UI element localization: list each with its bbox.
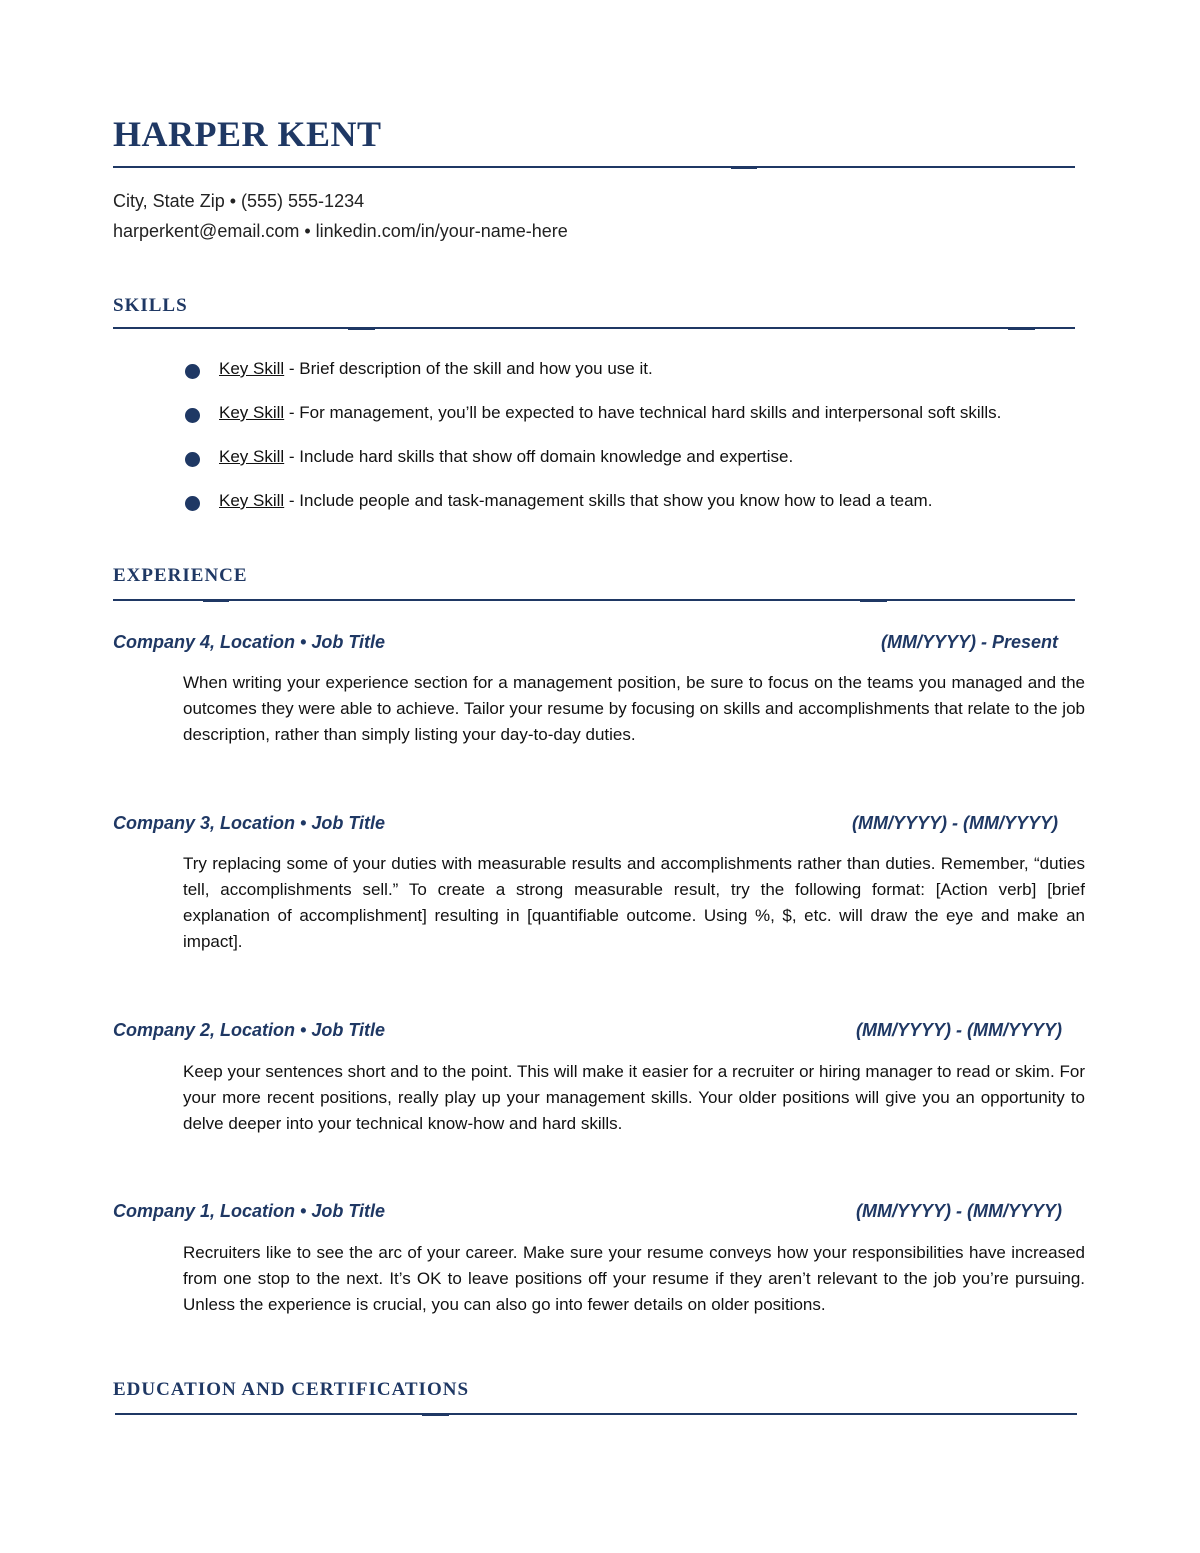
bullet-dot-icon [185, 496, 200, 511]
job-company-title: Company 1, Location • Job Title [113, 1201, 386, 1221]
skills-divider [113, 327, 1075, 329]
job-heading-row [113, 1018, 1073, 1042]
education-section-title: EDUCATION AND CERTIFICATIONS [113, 1379, 470, 1400]
header-divider [113, 166, 1075, 168]
contact-line-email-linkedin: harperkent@email.com • linkedin.com/in/your-name-here [113, 221, 568, 241]
contact-line-location-phone: City, State Zip • (555) 555-1234 [113, 191, 365, 211]
experience-section-title: EXPERIENCE [113, 565, 248, 586]
skill-item [183, 488, 1083, 532]
skill-description: - Brief description of the skill and how you use it. [284, 359, 653, 378]
job-dates: (MM/YYYY) - (MM/YYYY) [856, 1020, 1062, 1040]
job-company-title: Company 4, Location • Job Title [113, 632, 386, 652]
skill-key: Key Skill [219, 491, 285, 510]
job-company-title: Company 3, Location • Job Title [113, 813, 386, 833]
experience-divider [113, 599, 1075, 601]
bullet-dot-icon [185, 408, 200, 423]
job-heading-row [113, 1199, 1073, 1223]
bullet-dot-icon [185, 364, 200, 379]
skill-item [183, 356, 1083, 400]
skill-description: - Include people and task-management skills that show you know how to lead a team. [284, 491, 933, 510]
skills-list [183, 356, 1083, 532]
skill-key: Key Skill [219, 359, 285, 378]
job-company-title: Company 2, Location • Job Title [113, 1020, 386, 1040]
job-description: Try replacing some of your duties with measurable results and accomplishments rather than duties. Remember, “duties tell, accomplishments sell.” To create a strong measurable result, try the following format: [Action verb] [brief explanation of accomplishment] resulting in [quantifiable outcome. Using %, $, etc. will draw the eye and make an impact]. [183, 854, 1085, 951]
job-dates: (MM/YYYY) - Present [881, 632, 1059, 652]
candidate-name: HARPER KENT [113, 114, 382, 154]
job-dates: (MM/YYYY) - (MM/YYYY) [852, 813, 1058, 833]
job-description: When writing your experience section for a management position, be sure to focus on the teams you managed and the outcomes they were able to achieve. Tailor your resume by focusing on skills and accomplishments that relate to the job description, rather than simply listing your day-to-day duties. [183, 673, 1085, 744]
skill-item [183, 444, 1083, 488]
skill-key: Key Skill [219, 447, 285, 466]
skill-item [183, 400, 1083, 444]
job-description: Keep your sentences short and to the point. This will make it easier for a recruiter or hiring manager to read or skim. For your more recent positions, really play up your management skills. Your older positions will give you an opportunity to delve deeper into your technical know-how and hard skills. [183, 1062, 1085, 1133]
skill-description: - For management, you’ll be expected to have technical hard skills and interpersonal soft skills. [284, 403, 1002, 422]
skill-key: Key Skill [219, 403, 285, 422]
bullet-dot-icon [185, 452, 200, 467]
job-dates: (MM/YYYY) - (MM/YYYY) [856, 1201, 1062, 1221]
education-divider [115, 1413, 1077, 1415]
skills-section-title: SKILLS [113, 295, 188, 316]
job-heading-row [113, 630, 1073, 654]
skill-description: - Include hard skills that show off domain knowledge and expertise. [284, 447, 794, 466]
job-description: Recruiters like to see the arc of your career. Make sure your resume conveys how your responsibilities have increased from one stop to the next. It’s OK to leave positions off your resume if they aren’t relevant to the job you’re pursuing. Unless the experience is crucial, you can also go into fewer details on older positions. [183, 1243, 1085, 1314]
job-heading-row [113, 811, 1073, 835]
